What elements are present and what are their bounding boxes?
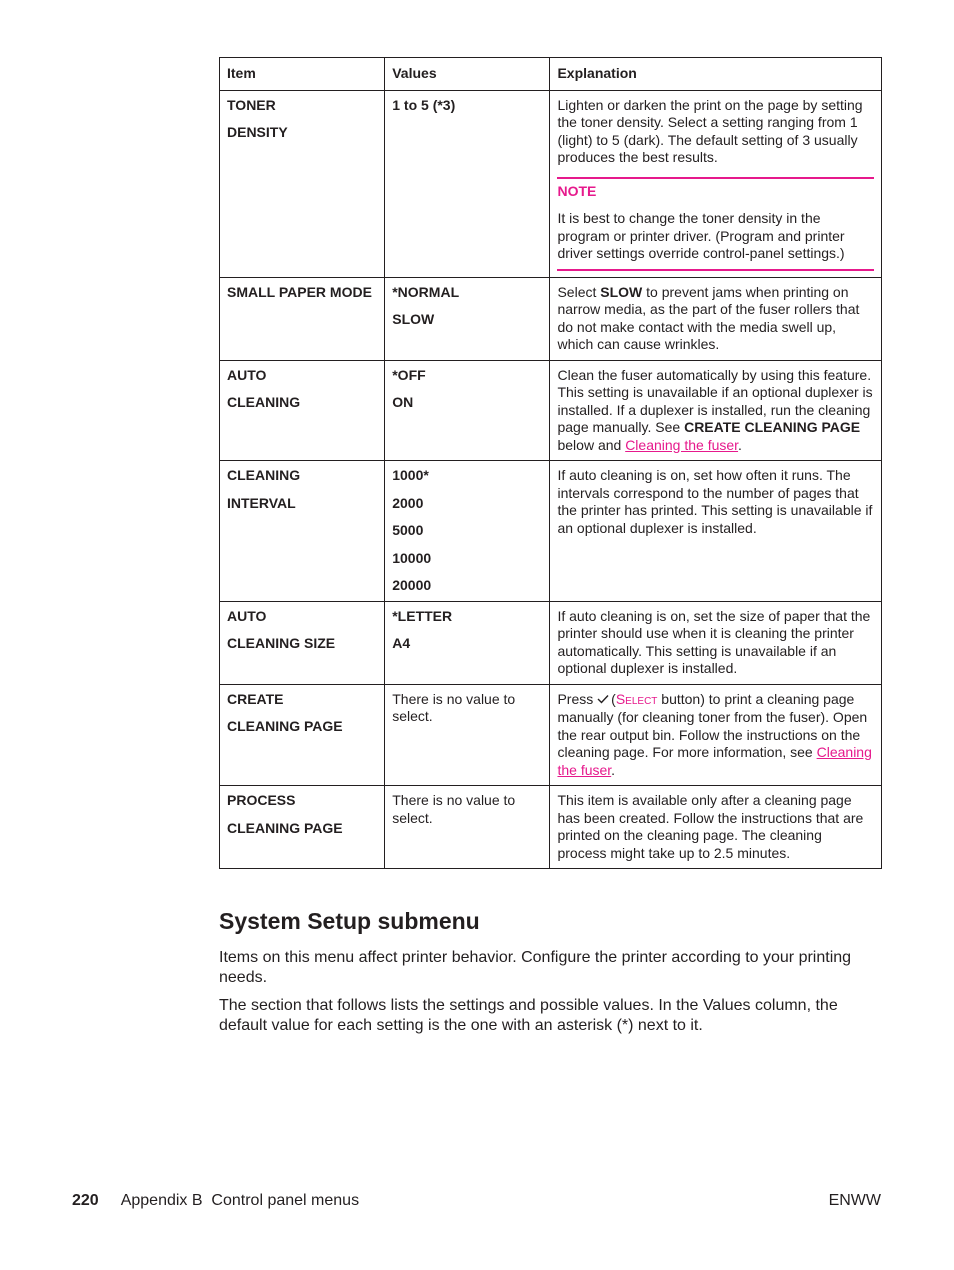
explanation-cell: Press (Select button) to print a cleaning page manually (for cleaning toner from the fuser). Open the rear output bin. Follow the instructions on the cleaning page. For more information, see Cleaning the fuser. <box>550 684 882 786</box>
note-text: It is best to change the toner density in the program or printer driver. (Program and printer driver settings override control-panel settings.) <box>557 210 845 261</box>
footer-left <box>72 1192 359 1210</box>
values-cell <box>385 461 550 602</box>
explanation-cell <box>550 90 882 277</box>
item-cell <box>220 461 385 602</box>
explanation-text: Select <box>557 283 601 300</box>
value-option: *NORMAL <box>392 283 460 300</box>
value-option: *OFF <box>392 366 426 383</box>
page-number: 220 <box>72 1192 99 1209</box>
value-option: ON <box>392 394 414 410</box>
explanation-text: Press <box>557 690 598 707</box>
item-name: CLEANING PAGE <box>227 819 343 836</box>
item-name: DENSITY <box>227 124 288 140</box>
note-label: NOTE <box>557 182 597 199</box>
values-cell <box>385 786 550 869</box>
values-cell <box>385 601 550 684</box>
value-option: SLOW <box>392 311 435 327</box>
value-option: 1 to 5 (*3) <box>392 96 456 113</box>
footer-chapter: Appendix B Control panel menus <box>120 1192 360 1209</box>
cleaning-the-fuser-link[interactable]: Cleaning the fuser <box>557 744 872 778</box>
values-cell <box>385 360 550 461</box>
section-title: System Setup submenu <box>219 908 480 934</box>
item-name: SMALL PAPER MODE <box>227 283 372 300</box>
table-row <box>220 360 882 461</box>
value-option: 10000 <box>392 549 432 566</box>
item-name: CLEANING <box>227 467 301 483</box>
table-row <box>220 461 882 602</box>
item-cell <box>220 277 385 360</box>
item-name: AUTO <box>227 607 267 624</box>
item-name: INTERVAL <box>227 494 296 511</box>
table-row <box>220 277 882 360</box>
item-name: CLEANING <box>227 394 301 410</box>
checkmark-icon <box>597 692 611 710</box>
table-header-row <box>220 58 882 91</box>
header-values: Values <box>385 58 550 91</box>
explanation-cell <box>550 277 882 360</box>
values-cell <box>385 90 550 277</box>
explanation-text: . <box>738 436 742 453</box>
values-cell <box>385 684 550 786</box>
item-name: CREATE <box>227 690 284 707</box>
explanation-text: to prevent jams when printing on narrow media, as the part of the fuser rollers that do not make contact with the media swell up, which can cause wrinkles. <box>557 283 860 352</box>
note-box <box>557 177 874 271</box>
explanation-text: Lighten or darken the print on the page by setting the toner density. Select a setting ranging from 1 (light) to 5 (dark). The default setting of 3 usually produces the best results. <box>557 96 863 165</box>
item-name: AUTO <box>227 366 267 383</box>
item-cell <box>220 786 385 869</box>
explanation-bold: SLOW <box>600 283 643 300</box>
explanation-text: below and <box>557 436 626 453</box>
explanation-text: . <box>611 761 616 778</box>
values-cell <box>385 277 550 360</box>
item-cell <box>220 90 385 277</box>
explanation-cell <box>550 461 882 602</box>
item-cell <box>220 684 385 786</box>
item-name: CLEANING PAGE <box>227 718 343 734</box>
header-explanation: Explanation <box>550 58 882 91</box>
explanation-bold: CREATE CLEANING PAGE <box>684 419 861 435</box>
section-paragraph: Items on this menu affect printer behavior. Configure the printer according to your printing needs. <box>219 949 852 986</box>
value-option: 2000 <box>392 494 424 511</box>
header-item: Item <box>220 58 385 91</box>
value-option: *LETTER <box>392 607 453 624</box>
item-cell <box>220 360 385 461</box>
explanation-text: If auto cleaning is on, set the size of paper that the printer should use when it is cleaning the printer automatically. This setting is unavailable if an optional duplexer is installed. <box>557 607 871 676</box>
explanation-text: Clean the fuser automatically by using this feature. This setting is unavailable if an optional duplexer is installed. If a duplexer is installed, run the cleaning page manually. See <box>557 366 873 435</box>
item-name: PROCESS <box>227 792 296 808</box>
table-row <box>220 684 882 786</box>
value-text: There is no value to select. <box>392 690 516 724</box>
control-panel-menu-table <box>219 57 882 869</box>
table-row <box>220 90 882 277</box>
value-text: There is no value to select. <box>392 792 516 826</box>
explanation-cell <box>550 601 882 684</box>
item-name: CLEANING SIZE <box>227 635 336 651</box>
section-paragraph: The section that follows lists the settings and possible values. In the Values column, the default value for each setting is the one with an asterisk (*) next to it. <box>219 997 838 1034</box>
value-option: 1000* <box>392 467 429 483</box>
explanation-cell <box>550 786 882 869</box>
explanation-text: This item is available only after a cleaning page has been created. Follow the instructions that are printed on the cleaning page. The cleaning process might take up to 2.5 minutes. <box>557 792 864 861</box>
explanation-text: button) to print a cleaning page manually (for cleaning toner from the fuser). Open the rear output bin. Follow the instructions on the cleaning page. For more information, see <box>557 690 868 760</box>
explanation-cell <box>550 360 882 461</box>
table-row <box>220 786 882 869</box>
explanation-text: If auto cleaning is on, set how often it runs. The intervals correspond to the number of pages that the printer has printed. This setting is unavailable if an optional duplexer is installed. <box>557 467 873 536</box>
value-option: 5000 <box>392 522 424 538</box>
footer-right: ENWW <box>828 1192 881 1209</box>
item-cell <box>220 601 385 684</box>
cleaning-the-fuser-link[interactable]: Cleaning the fuser <box>625 436 739 453</box>
value-option: 20000 <box>392 577 432 593</box>
select-key-label: Select <box>615 690 658 707</box>
table-row <box>220 601 882 684</box>
item-name: TONER <box>227 96 276 113</box>
value-option: A4 <box>392 635 411 651</box>
